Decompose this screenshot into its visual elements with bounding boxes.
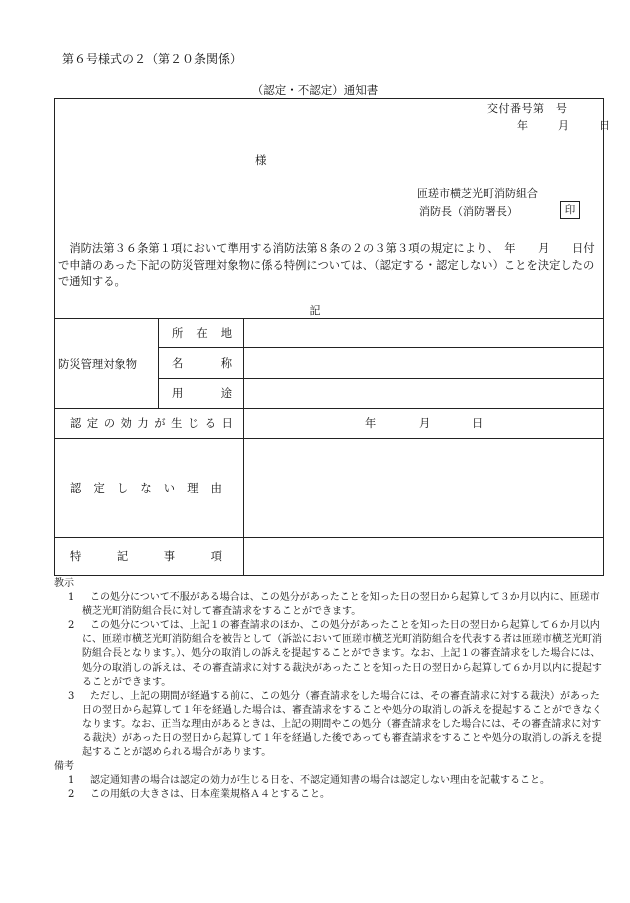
row-divider bbox=[158, 378, 604, 379]
issue-day-label: 日 bbox=[599, 119, 610, 132]
row-divider bbox=[54, 408, 604, 409]
seal-box: 印 bbox=[560, 201, 580, 219]
column-divider bbox=[158, 318, 159, 408]
reason-label: 認 定 し な い 理 由 bbox=[70, 482, 222, 495]
document-title: （認定・不認定）通知書 bbox=[251, 83, 379, 97]
effective-month-label: 月 bbox=[419, 417, 431, 430]
instruction-item: 1 この処分について不服がある場合は、この処分があったことを知った日の翌日から起算して３か月以内に、匝瑳市横芝光町消防組合長に対して審査請求をすることができます。 bbox=[68, 592, 600, 618]
notes-section bbox=[54, 577, 606, 803]
object-label: 防災管理対象物 bbox=[58, 358, 138, 371]
notice-body: 消防法第３６条第１項において準用する消防法第８条の２の３第３項の規定により、 年 月 日付で申請のあった下記の防災管理対象物に係る特例については、（認定する・認定しない）ことを決定したので通知する。 bbox=[58, 242, 595, 288]
issue-month-label: 月 bbox=[558, 119, 569, 132]
form-code: 第６号様式の２（第２０条関係） bbox=[62, 52, 243, 66]
effective-day-label: 日 bbox=[472, 417, 484, 430]
column-divider bbox=[243, 318, 244, 576]
remarks-heading: 備考 bbox=[54, 761, 74, 773]
instruction-heading: 教示 bbox=[54, 578, 74, 589]
issue-number: 交付番号第 号 bbox=[487, 102, 568, 115]
issue-year-label: 年 bbox=[517, 119, 528, 132]
effective-year-label: 年 bbox=[365, 417, 377, 430]
remarks-item: 1 認定通知書の場合は認定の効力が生じる日を、不認定通知書の場合は認定しない理由を記載すること。 bbox=[68, 775, 550, 787]
name-label: 名 称 bbox=[172, 357, 232, 370]
row-divider bbox=[158, 347, 604, 348]
issuer-org: 匝瑳市横芝光町消防組合 bbox=[417, 187, 538, 200]
form-frame bbox=[54, 98, 604, 576]
use-label: 用 途 bbox=[172, 387, 232, 400]
row-divider bbox=[54, 537, 604, 538]
table-top-line bbox=[54, 318, 604, 319]
issuer-title: 消防長（消防署長） bbox=[419, 205, 518, 218]
recipient-suffix: 様 bbox=[255, 153, 267, 167]
effective-date-label: 認 定 の 効 力 が 生 じ る 日 bbox=[70, 417, 233, 430]
issue-date bbox=[487, 117, 610, 133]
instruction-item: 2 この処分については、上記１の審査請求のほか、この処分があったことを知った日の翌日から起算して６か月以内に、匝瑳市横芝光町消防組合を被告として（訴訟において匝瑳市横芝光町消防組合を代表する者は匝瑳市横芝光町消防組合長となります。）、処分の取消しの訴えを提起することができます。なお、上記１の審査請求をした場合には、処分の取消しの訴えは、その審査請求に対する裁決があったことを知った日の翌日から起算して６か月以内に提起することができます。 bbox=[68, 620, 602, 688]
instruction-item: 3 ただし、上記の期間が経過する前に、この処分（審査請求をした場合には、その審査請求に対する裁決）があった日の翌日から起算して１年を経過した場合は、審査請求をすることや処分の取消しの訴えを提起することができなくなります。なお、正当な理由があるときは、上記の期間やこの処分（審査請求をした場合には、その審査請求に対する裁決）があった日の翌日から起算して１年を経過した後であっても審査請求をすることや処分の取消しの訴えを提起することが認められる場合があります。 bbox=[68, 690, 602, 759]
row-divider bbox=[54, 438, 604, 439]
location-label: 所 在 地 bbox=[172, 327, 232, 340]
remarks-label: 特 記 事 項 bbox=[70, 550, 222, 563]
remarks-item: 2 この用紙の大きさは、日本産業規格Ａ４とすること。 bbox=[68, 789, 330, 801]
ki-mark: 記 bbox=[309, 304, 321, 317]
